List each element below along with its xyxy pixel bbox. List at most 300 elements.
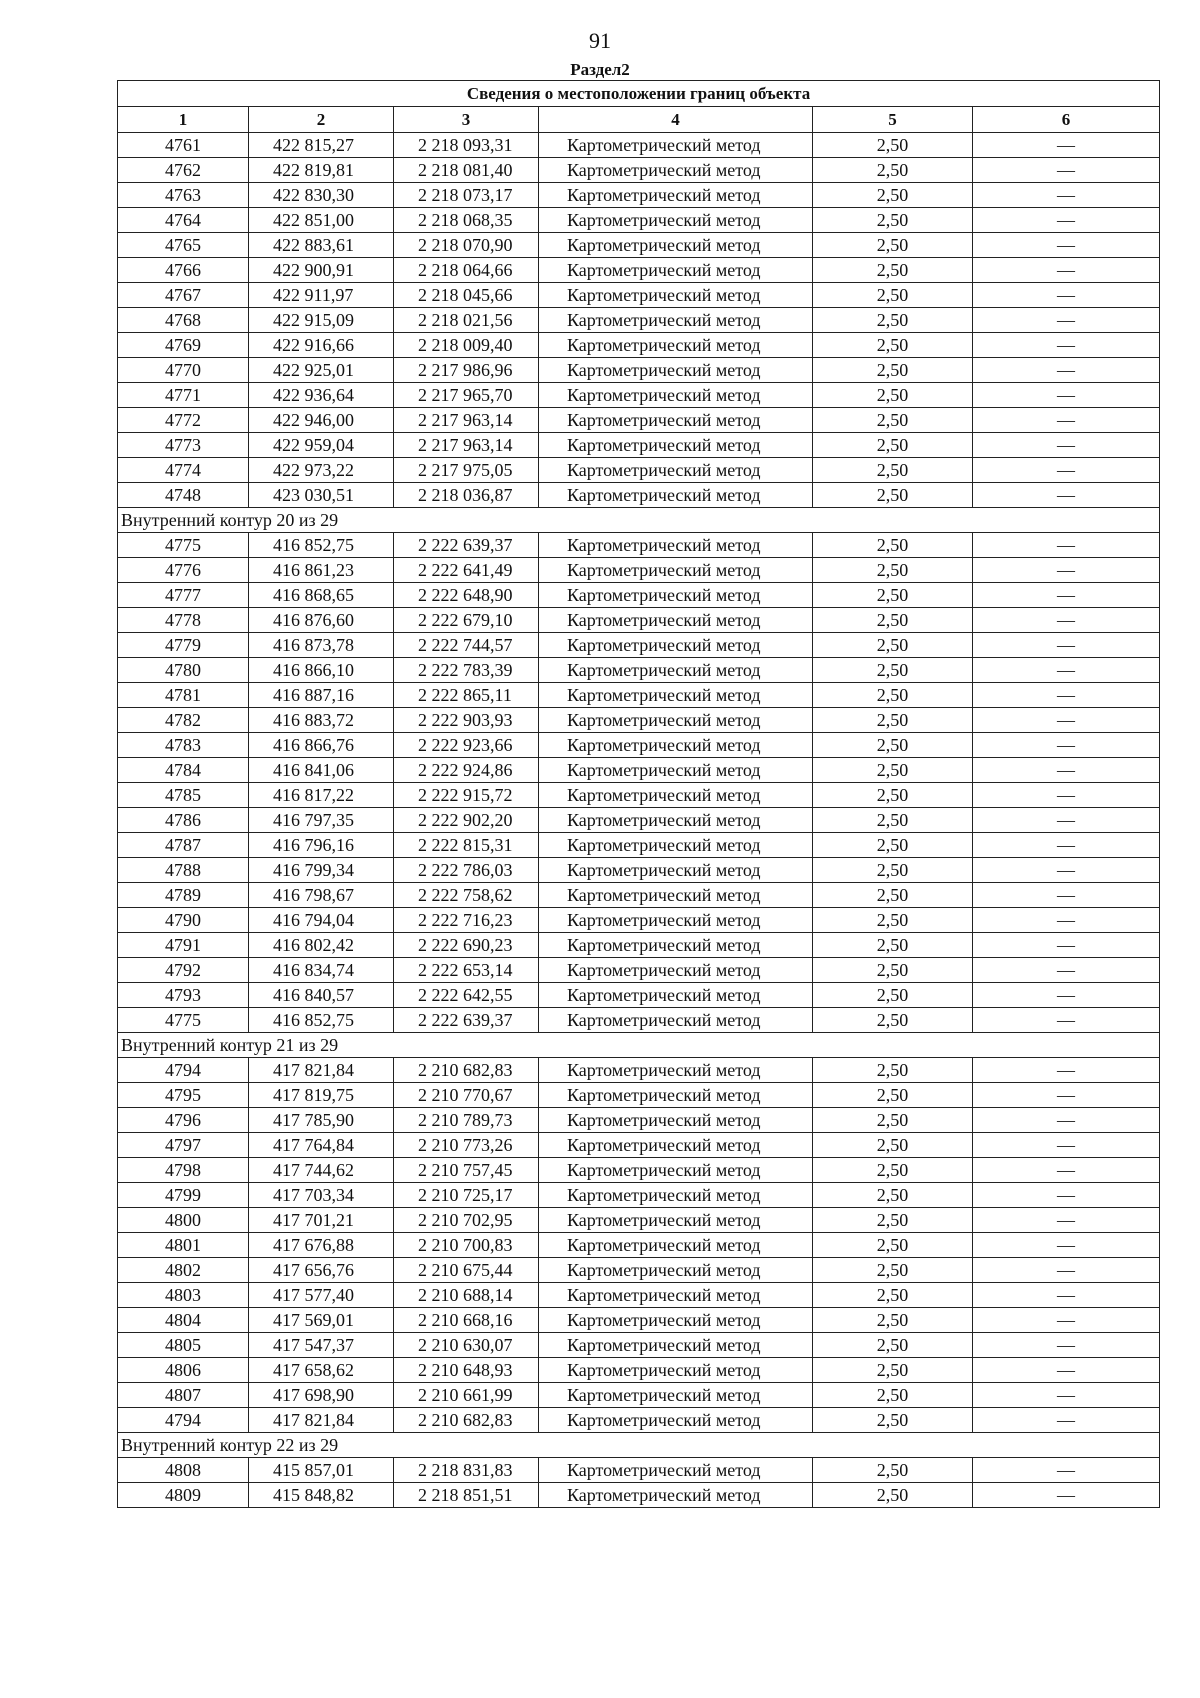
y-coordinate-cell: 2 222 815,31 — [394, 833, 539, 858]
x-coordinate-cell: 422 959,04 — [249, 433, 394, 458]
method-cell: Картометрический метод — [539, 358, 813, 383]
point-number-cell: 4808 — [118, 1458, 249, 1483]
y-coordinate-cell: 2 218 851,51 — [394, 1483, 539, 1508]
table-row — [118, 758, 1160, 783]
description-cell: — — [973, 733, 1160, 758]
point-number-cell: 4800 — [118, 1208, 249, 1233]
point-number-cell: 4798 — [118, 1158, 249, 1183]
table-row — [118, 1483, 1160, 1508]
table-row — [118, 1383, 1160, 1408]
point-number-cell: 4779 — [118, 633, 249, 658]
y-coordinate-cell: 2 218 064,66 — [394, 258, 539, 283]
description-cell: — — [973, 258, 1160, 283]
point-number-cell: 4794 — [118, 1058, 249, 1083]
x-coordinate-cell: 417 821,84 — [249, 1058, 394, 1083]
point-number-cell: 4792 — [118, 958, 249, 983]
y-coordinate-cell: 2 218 021,56 — [394, 308, 539, 333]
accuracy-cell: 2,50 — [813, 1283, 973, 1308]
point-number-cell: 4789 — [118, 883, 249, 908]
x-coordinate-cell: 416 887,16 — [249, 683, 394, 708]
table-row — [118, 133, 1160, 158]
x-coordinate-cell: 417 785,90 — [249, 1108, 394, 1133]
x-coordinate-cell: 415 857,01 — [249, 1458, 394, 1483]
description-cell: — — [973, 1158, 1160, 1183]
y-coordinate-cell: 2 217 963,14 — [394, 408, 539, 433]
x-coordinate-cell: 417 676,88 — [249, 1233, 394, 1258]
description-cell: — — [973, 1058, 1160, 1083]
x-coordinate-cell: 417 547,37 — [249, 1333, 394, 1358]
x-coordinate-cell: 416 873,78 — [249, 633, 394, 658]
y-coordinate-cell: 2 217 963,14 — [394, 433, 539, 458]
method-cell: Картометрический метод — [539, 658, 813, 683]
method-cell: Картометрический метод — [539, 908, 813, 933]
point-number-cell: 4796 — [118, 1108, 249, 1133]
method-cell: Картометрический метод — [539, 833, 813, 858]
table-row — [118, 1183, 1160, 1208]
y-coordinate-cell: 2 222 639,37 — [394, 1008, 539, 1033]
description-cell: — — [973, 883, 1160, 908]
table-row — [118, 558, 1160, 583]
y-coordinate-cell: 2 222 679,10 — [394, 608, 539, 633]
method-cell: Картометрический метод — [539, 1233, 813, 1258]
description-cell: — — [973, 1458, 1160, 1483]
accuracy-cell: 2,50 — [813, 183, 973, 208]
description-cell: — — [973, 1258, 1160, 1283]
y-coordinate-cell: 2 222 783,39 — [394, 658, 539, 683]
x-coordinate-cell: 416 817,22 — [249, 783, 394, 808]
accuracy-cell: 2,50 — [813, 1308, 973, 1333]
x-coordinate-cell: 416 852,75 — [249, 533, 394, 558]
method-cell: Картометрический метод — [539, 708, 813, 733]
y-coordinate-cell: 2 218 073,17 — [394, 183, 539, 208]
accuracy-cell: 2,50 — [813, 483, 973, 508]
point-number-cell: 4782 — [118, 708, 249, 733]
table-title-row — [118, 81, 1160, 107]
point-number-cell: 4772 — [118, 408, 249, 433]
description-cell: — — [973, 583, 1160, 608]
table-row — [118, 983, 1160, 1008]
x-coordinate-cell: 417 701,21 — [249, 1208, 394, 1233]
point-number-cell: 4783 — [118, 733, 249, 758]
x-coordinate-cell: 422 819,81 — [249, 158, 394, 183]
method-cell: Картометрический метод — [539, 1108, 813, 1133]
accuracy-cell: 2,50 — [813, 1333, 973, 1358]
description-cell: — — [973, 758, 1160, 783]
accuracy-cell: 2,50 — [813, 908, 973, 933]
x-coordinate-cell: 417 764,84 — [249, 1133, 394, 1158]
y-coordinate-cell: 2 210 688,14 — [394, 1283, 539, 1308]
point-number-cell: 4799 — [118, 1183, 249, 1208]
y-coordinate-cell: 2 210 700,83 — [394, 1233, 539, 1258]
table-row — [118, 708, 1160, 733]
x-coordinate-cell: 416 841,06 — [249, 758, 394, 783]
y-coordinate-cell: 2 218 045,66 — [394, 283, 539, 308]
table-row — [118, 233, 1160, 258]
accuracy-cell: 2,50 — [813, 1208, 973, 1233]
accuracy-cell: 2,50 — [813, 958, 973, 983]
y-coordinate-cell: 2 210 770,67 — [394, 1083, 539, 1108]
y-coordinate-cell: 2 210 773,26 — [394, 1133, 539, 1158]
method-cell: Картометрический метод — [539, 808, 813, 833]
accuracy-cell: 2,50 — [813, 1483, 973, 1508]
description-cell: — — [973, 1233, 1160, 1258]
method-cell: Картометрический метод — [539, 633, 813, 658]
accuracy-cell: 2,50 — [813, 833, 973, 858]
accuracy-cell: 2,50 — [813, 1233, 973, 1258]
method-cell: Картометрический метод — [539, 208, 813, 233]
method-cell: Картометрический метод — [539, 1083, 813, 1108]
table-row — [118, 1283, 1160, 1308]
method-cell: Картометрический метод — [539, 308, 813, 333]
x-coordinate-cell: 416 799,34 — [249, 858, 394, 883]
table-row — [118, 458, 1160, 483]
table-row — [118, 633, 1160, 658]
table-row — [118, 1233, 1160, 1258]
accuracy-cell: 2,50 — [813, 158, 973, 183]
x-coordinate-cell: 416 796,16 — [249, 833, 394, 858]
description-cell: — — [973, 308, 1160, 333]
point-number-cell: 4788 — [118, 858, 249, 883]
contour-section-label: Внутренний контур 22 из 29 — [118, 1433, 1160, 1458]
method-cell: Картометрический метод — [539, 233, 813, 258]
column-header: 3 — [394, 107, 539, 133]
x-coordinate-cell: 417 703,34 — [249, 1183, 394, 1208]
description-cell: — — [973, 1358, 1160, 1383]
accuracy-cell: 2,50 — [813, 808, 973, 833]
method-cell: Картометрический метод — [539, 383, 813, 408]
point-number-cell: 4778 — [118, 608, 249, 633]
description-cell: — — [973, 1008, 1160, 1033]
method-cell: Картометрический метод — [539, 533, 813, 558]
description-cell: — — [973, 233, 1160, 258]
description-cell: — — [973, 1108, 1160, 1133]
table-row — [118, 783, 1160, 808]
x-coordinate-cell: 423 030,51 — [249, 483, 394, 508]
method-cell: Картометрический метод — [539, 1308, 813, 1333]
y-coordinate-cell: 2 218 093,31 — [394, 133, 539, 158]
description-cell: — — [973, 283, 1160, 308]
x-coordinate-cell: 416 852,75 — [249, 1008, 394, 1033]
table-row — [118, 1408, 1160, 1433]
point-number-cell: 4807 — [118, 1383, 249, 1408]
point-number-cell: 4797 — [118, 1133, 249, 1158]
accuracy-cell: 2,50 — [813, 858, 973, 883]
x-coordinate-cell: 422 911,97 — [249, 283, 394, 308]
table-row — [118, 683, 1160, 708]
x-coordinate-cell: 422 915,09 — [249, 308, 394, 333]
point-number-cell: 4773 — [118, 433, 249, 458]
description-cell: — — [973, 933, 1160, 958]
accuracy-cell: 2,50 — [813, 1083, 973, 1108]
point-number-cell: 4786 — [118, 808, 249, 833]
accuracy-cell: 2,50 — [813, 683, 973, 708]
accuracy-cell: 2,50 — [813, 233, 973, 258]
y-coordinate-cell: 2 210 668,16 — [394, 1308, 539, 1333]
table-row — [118, 1358, 1160, 1383]
method-cell: Картометрический метод — [539, 983, 813, 1008]
x-coordinate-cell: 416 866,10 — [249, 658, 394, 683]
description-cell: — — [973, 808, 1160, 833]
y-coordinate-cell: 2 222 924,86 — [394, 758, 539, 783]
description-cell: — — [973, 1383, 1160, 1408]
y-coordinate-cell: 2 210 757,45 — [394, 1158, 539, 1183]
point-number-cell: 4748 — [118, 483, 249, 508]
y-coordinate-cell: 2 222 716,23 — [394, 908, 539, 933]
accuracy-cell: 2,50 — [813, 1458, 973, 1483]
description-cell: — — [973, 1208, 1160, 1233]
description-cell: — — [973, 983, 1160, 1008]
point-number-cell: 4775 — [118, 533, 249, 558]
y-coordinate-cell: 2 217 965,70 — [394, 383, 539, 408]
table-row — [118, 658, 1160, 683]
y-coordinate-cell: 2 210 682,83 — [394, 1408, 539, 1433]
accuracy-cell: 2,50 — [813, 1108, 973, 1133]
method-cell: Картометрический метод — [539, 1333, 813, 1358]
point-number-cell: 4771 — [118, 383, 249, 408]
y-coordinate-cell: 2 210 661,99 — [394, 1383, 539, 1408]
description-cell: — — [973, 333, 1160, 358]
method-cell: Картометрический метод — [539, 883, 813, 908]
description-cell: — — [973, 408, 1160, 433]
point-number-cell: 4767 — [118, 283, 249, 308]
table-row — [118, 883, 1160, 908]
method-cell: Картометрический метод — [539, 608, 813, 633]
table-row — [118, 1108, 1160, 1133]
table-row — [118, 958, 1160, 983]
accuracy-cell: 2,50 — [813, 1258, 973, 1283]
method-cell: Картометрический метод — [539, 933, 813, 958]
y-coordinate-cell: 2 222 865,11 — [394, 683, 539, 708]
x-coordinate-cell: 422 973,22 — [249, 458, 394, 483]
y-coordinate-cell: 2 222 690,23 — [394, 933, 539, 958]
point-number-cell: 4766 — [118, 258, 249, 283]
method-cell: Картометрический метод — [539, 1133, 813, 1158]
x-coordinate-cell: 422 830,30 — [249, 183, 394, 208]
description-cell: — — [973, 1308, 1160, 1333]
table-row — [118, 733, 1160, 758]
table-row — [118, 333, 1160, 358]
method-cell: Картометрический метод — [539, 1008, 813, 1033]
accuracy-cell: 2,50 — [813, 983, 973, 1008]
point-number-cell: 4805 — [118, 1333, 249, 1358]
table-row — [118, 1458, 1160, 1483]
accuracy-cell: 2,50 — [813, 883, 973, 908]
accuracy-cell: 2,50 — [813, 733, 973, 758]
method-cell: Картометрический метод — [539, 283, 813, 308]
contour-section-label: Внутренний контур 21 из 29 — [118, 1033, 1160, 1058]
table-row — [118, 1208, 1160, 1233]
accuracy-cell: 2,50 — [813, 583, 973, 608]
x-coordinate-cell: 422 946,00 — [249, 408, 394, 433]
x-coordinate-cell: 422 851,00 — [249, 208, 394, 233]
y-coordinate-cell: 2 222 902,20 — [394, 808, 539, 833]
description-cell: — — [973, 433, 1160, 458]
accuracy-cell: 2,50 — [813, 558, 973, 583]
description-cell: — — [973, 358, 1160, 383]
method-cell: Картометрический метод — [539, 733, 813, 758]
method-cell: Картометрический метод — [539, 158, 813, 183]
point-number-cell: 4780 — [118, 658, 249, 683]
description-cell: — — [973, 183, 1160, 208]
point-number-cell: 4794 — [118, 1408, 249, 1433]
description-cell: — — [973, 1133, 1160, 1158]
description-cell: — — [973, 1083, 1160, 1108]
table-row — [118, 158, 1160, 183]
point-number-cell: 4777 — [118, 583, 249, 608]
x-coordinate-cell: 417 698,90 — [249, 1383, 394, 1408]
column-header-row — [118, 107, 1160, 133]
x-coordinate-cell: 422 883,61 — [249, 233, 394, 258]
description-cell: — — [973, 858, 1160, 883]
x-coordinate-cell: 417 819,75 — [249, 1083, 394, 1108]
accuracy-cell: 2,50 — [813, 1358, 973, 1383]
method-cell: Картометрический метод — [539, 133, 813, 158]
point-number-cell: 4781 — [118, 683, 249, 708]
method-cell: Картометрический метод — [539, 558, 813, 583]
x-coordinate-cell: 417 821,84 — [249, 1408, 394, 1433]
method-cell: Картометрический метод — [539, 458, 813, 483]
y-coordinate-cell: 2 222 915,72 — [394, 783, 539, 808]
method-cell: Картометрический метод — [539, 483, 813, 508]
y-coordinate-cell: 2 222 744,57 — [394, 633, 539, 658]
x-coordinate-cell: 422 925,01 — [249, 358, 394, 383]
method-cell: Картометрический метод — [539, 683, 813, 708]
method-cell: Картометрический метод — [539, 758, 813, 783]
description-cell: — — [973, 458, 1160, 483]
y-coordinate-cell: 2 218 081,40 — [394, 158, 539, 183]
point-number-cell: 4802 — [118, 1258, 249, 1283]
point-number-cell: 4762 — [118, 158, 249, 183]
x-coordinate-cell: 416 840,57 — [249, 983, 394, 1008]
table-row — [118, 1058, 1160, 1083]
x-coordinate-cell: 416 794,04 — [249, 908, 394, 933]
accuracy-cell: 2,50 — [813, 383, 973, 408]
table-row — [118, 383, 1160, 408]
point-number-cell: 4784 — [118, 758, 249, 783]
table-row — [118, 1008, 1160, 1033]
accuracy-cell: 2,50 — [813, 1383, 973, 1408]
y-coordinate-cell: 2 222 903,93 — [394, 708, 539, 733]
description-cell: — — [973, 383, 1160, 408]
point-number-cell: 4793 — [118, 983, 249, 1008]
accuracy-cell: 2,50 — [813, 1058, 973, 1083]
point-number-cell: 4765 — [118, 233, 249, 258]
method-cell: Картометрический метод — [539, 783, 813, 808]
accuracy-cell: 2,50 — [813, 533, 973, 558]
description-cell: — — [973, 533, 1160, 558]
description-cell: — — [973, 1408, 1160, 1433]
description-cell: — — [973, 1283, 1160, 1308]
accuracy-cell: 2,50 — [813, 258, 973, 283]
table-row — [118, 1258, 1160, 1283]
method-cell: Картометрический метод — [539, 1408, 813, 1433]
x-coordinate-cell: 417 656,76 — [249, 1258, 394, 1283]
y-coordinate-cell: 2 222 648,90 — [394, 583, 539, 608]
description-cell: — — [973, 708, 1160, 733]
y-coordinate-cell: 2 210 675,44 — [394, 1258, 539, 1283]
point-number-cell: 4763 — [118, 183, 249, 208]
description-cell: — — [973, 658, 1160, 683]
accuracy-cell: 2,50 — [813, 358, 973, 383]
contour-section-row — [118, 1433, 1160, 1458]
table-row — [118, 908, 1160, 933]
point-number-cell: 4761 — [118, 133, 249, 158]
point-number-cell: 4768 — [118, 308, 249, 333]
description-cell: — — [973, 1333, 1160, 1358]
description-cell: — — [973, 483, 1160, 508]
x-coordinate-cell: 422 936,64 — [249, 383, 394, 408]
description-cell: — — [973, 133, 1160, 158]
y-coordinate-cell: 2 222 641,49 — [394, 558, 539, 583]
table-row — [118, 808, 1160, 833]
table-row — [118, 1083, 1160, 1108]
table-row — [118, 483, 1160, 508]
x-coordinate-cell: 417 744,62 — [249, 1158, 394, 1183]
accuracy-cell: 2,50 — [813, 708, 973, 733]
method-cell: Картометрический метод — [539, 1283, 813, 1308]
accuracy-cell: 2,50 — [813, 1408, 973, 1433]
method-cell: Картометрический метод — [539, 1183, 813, 1208]
x-coordinate-cell: 416 797,35 — [249, 808, 394, 833]
table-row — [118, 308, 1160, 333]
table-row — [118, 258, 1160, 283]
method-cell: Картометрический метод — [539, 1358, 813, 1383]
point-number-cell: 4785 — [118, 783, 249, 808]
table-row — [118, 358, 1160, 383]
y-coordinate-cell: 2 222 642,55 — [394, 983, 539, 1008]
point-number-cell: 4801 — [118, 1233, 249, 1258]
x-coordinate-cell: 417 569,01 — [249, 1308, 394, 1333]
accuracy-cell: 2,50 — [813, 433, 973, 458]
description-cell: — — [973, 783, 1160, 808]
method-cell: Картометрический метод — [539, 333, 813, 358]
section-title: Раздел2 — [570, 60, 630, 79]
table-row — [118, 533, 1160, 558]
y-coordinate-cell: 2 210 702,95 — [394, 1208, 539, 1233]
y-coordinate-cell: 2 222 786,03 — [394, 858, 539, 883]
point-number-cell: 4790 — [118, 908, 249, 933]
method-cell: Картометрический метод — [539, 408, 813, 433]
y-coordinate-cell: 2 222 758,62 — [394, 883, 539, 908]
point-number-cell: 4791 — [118, 933, 249, 958]
accuracy-cell: 2,50 — [813, 458, 973, 483]
y-coordinate-cell: 2 217 975,05 — [394, 458, 539, 483]
method-cell: Картометрический метод — [539, 958, 813, 983]
contour-section-row — [118, 508, 1160, 533]
y-coordinate-cell: 2 217 986,96 — [394, 358, 539, 383]
method-cell: Картометрический метод — [539, 1383, 813, 1408]
point-number-cell: 4809 — [118, 1483, 249, 1508]
table-row — [118, 1333, 1160, 1358]
x-coordinate-cell: 416 883,72 — [249, 708, 394, 733]
column-header: 2 — [249, 107, 394, 133]
accuracy-cell: 2,50 — [813, 333, 973, 358]
x-coordinate-cell: 416 798,67 — [249, 883, 394, 908]
table-row — [118, 183, 1160, 208]
description-cell: — — [973, 1183, 1160, 1208]
accuracy-cell: 2,50 — [813, 408, 973, 433]
table-row — [118, 1133, 1160, 1158]
method-cell: Картометрический метод — [539, 1158, 813, 1183]
table-title: Сведения о местоположении границ объекта — [118, 81, 1160, 107]
accuracy-cell: 2,50 — [813, 283, 973, 308]
point-number-cell: 4787 — [118, 833, 249, 858]
x-coordinate-cell: 417 658,62 — [249, 1358, 394, 1383]
point-number-cell: 4769 — [118, 333, 249, 358]
point-number-cell: 4764 — [118, 208, 249, 233]
table-row — [118, 283, 1160, 308]
y-coordinate-cell: 2 218 070,90 — [394, 233, 539, 258]
